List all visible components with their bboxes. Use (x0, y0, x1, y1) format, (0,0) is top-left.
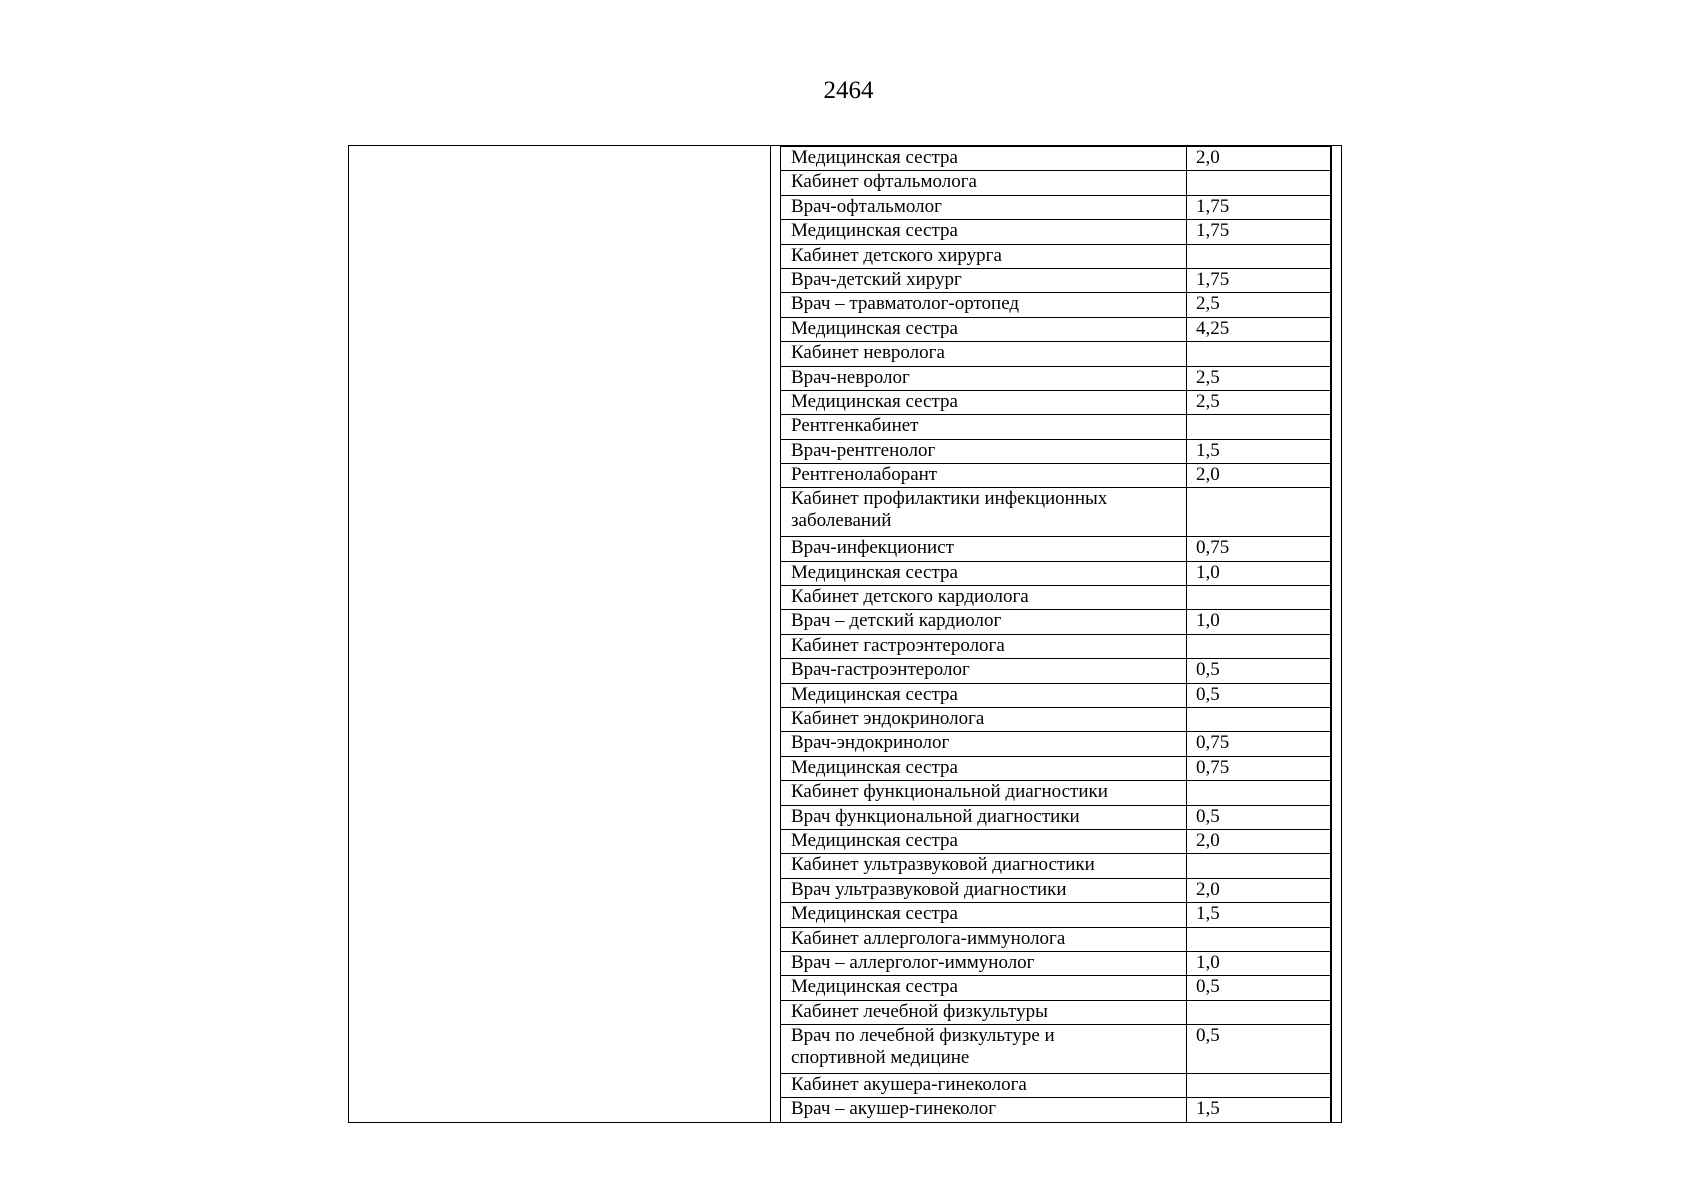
position-name-cell: Кабинет эндокринолога (781, 708, 1187, 732)
position-name-cell: Медицинская сестра (781, 903, 1187, 927)
position-name-cell: Медицинская сестра (781, 561, 1187, 585)
position-name-cell: Врач – акушер-гинеколог (781, 1098, 1187, 1122)
staff-count-cell: 0,5 (1187, 683, 1332, 707)
table-row (781, 1000, 1332, 1024)
table-row (781, 586, 1332, 610)
table-row (781, 147, 1332, 171)
position-name-cell: Рентгенолаборант (781, 464, 1187, 488)
staff-count-cell: 2,5 (1187, 293, 1332, 317)
staff-count-cell: 2,0 (1187, 147, 1332, 171)
position-name-cell: Врач-инфекционист (781, 537, 1187, 561)
table-row (781, 439, 1332, 463)
table-row (781, 464, 1332, 488)
staff-count-cell: 0,75 (1187, 537, 1332, 561)
table-row (781, 878, 1332, 902)
position-name-cell: Кабинет детского кардиолога (781, 586, 1187, 610)
table-row (781, 293, 1332, 317)
staff-count-cell: 2,0 (1187, 464, 1332, 488)
staff-count-cell: 1,75 (1187, 220, 1332, 244)
staff-count-cell: 0,5 (1187, 976, 1332, 1000)
staff-count-cell (1187, 708, 1332, 732)
position-name-cell: Медицинская сестра (781, 317, 1187, 341)
staff-count-cell: 4,25 (1187, 317, 1332, 341)
table-row (781, 195, 1332, 219)
table-row (781, 390, 1332, 414)
table-row (781, 366, 1332, 390)
staff-count-cell: 1,75 (1187, 268, 1332, 292)
table-row (781, 927, 1332, 951)
staff-count-cell: 1,0 (1187, 951, 1332, 975)
position-name-cell: Кабинет гастроэнтеролога (781, 634, 1187, 658)
staff-count-cell: 2,0 (1187, 878, 1332, 902)
table-row (781, 854, 1332, 878)
position-name-cell: Врач – аллерголог-иммунолог (781, 951, 1187, 975)
staff-count-cell (1187, 171, 1332, 195)
staff-count-cell (1187, 415, 1332, 439)
position-name-cell: Врач-рентгенолог (781, 439, 1187, 463)
staff-count-cell: 2,5 (1187, 390, 1332, 414)
table-row (781, 561, 1332, 585)
staff-count-cell (1187, 342, 1332, 366)
position-name-cell: Врач-невролог (781, 366, 1187, 390)
position-name-cell: Кабинет профилактики инфекционных заболеваний (781, 488, 1187, 537)
page-number: 2464 (823, 77, 874, 104)
table-row (781, 805, 1332, 829)
column-divider-left (770, 145, 771, 1123)
table-row (781, 659, 1332, 683)
staffing-table (780, 146, 1332, 1123)
position-name-cell: Кабинет аллерголога-иммунолога (781, 927, 1187, 951)
position-name-cell: Врач ультразвуковой диагностики (781, 878, 1187, 902)
staff-count-cell: 1,5 (1187, 439, 1332, 463)
staff-count-cell (1187, 586, 1332, 610)
staff-count-cell: 1,5 (1187, 1098, 1332, 1122)
staff-count-cell: 0,75 (1187, 756, 1332, 780)
staff-count-cell: 0,5 (1187, 659, 1332, 683)
table-row (781, 634, 1332, 658)
position-name-cell: Медицинская сестра (781, 220, 1187, 244)
staff-count-cell: 1,0 (1187, 561, 1332, 585)
staff-count-cell: 1,75 (1187, 195, 1332, 219)
table-row (781, 732, 1332, 756)
table-row (781, 488, 1332, 537)
staff-count-cell: 1,5 (1187, 903, 1332, 927)
position-name-cell: Медицинская сестра (781, 976, 1187, 1000)
staff-count-cell: 2,0 (1187, 829, 1332, 853)
table-row (781, 1025, 1332, 1074)
table-row (781, 951, 1332, 975)
staff-count-cell: 0,5 (1187, 805, 1332, 829)
staff-count-cell (1187, 781, 1332, 805)
table-row (781, 317, 1332, 341)
position-name-cell: Врач – детский кардиолог (781, 610, 1187, 634)
staff-count-cell: 1,0 (1187, 610, 1332, 634)
table-row (781, 683, 1332, 707)
table-row (781, 610, 1332, 634)
position-name-cell: Кабинет офтальмолога (781, 171, 1187, 195)
table-row (781, 171, 1332, 195)
staff-count-cell (1187, 244, 1332, 268)
table-row (781, 1098, 1332, 1122)
table-row (781, 903, 1332, 927)
table-row (781, 537, 1332, 561)
position-name-cell: Кабинет лечебной физкультуры (781, 1000, 1187, 1024)
table-row (781, 976, 1332, 1000)
table-row (781, 220, 1332, 244)
table-row (781, 244, 1332, 268)
position-name-cell: Врач функциональной диагностики (781, 805, 1187, 829)
staff-count-cell (1187, 634, 1332, 658)
staff-count-cell (1187, 1000, 1332, 1024)
table-row (781, 268, 1332, 292)
staff-count-cell (1187, 927, 1332, 951)
position-name-cell: Врач – травматолог-ортопед (781, 293, 1187, 317)
staff-count-cell (1187, 1073, 1332, 1097)
position-name-cell: Врач-офтальмолог (781, 195, 1187, 219)
position-name-cell: Кабинет акушера-гинеколога (781, 1073, 1187, 1097)
position-name-cell: Кабинет детского хирурга (781, 244, 1187, 268)
position-name-cell: Кабинет функциональной диагностики (781, 781, 1187, 805)
table-row (781, 781, 1332, 805)
staff-count-cell (1187, 488, 1332, 537)
table-row (781, 415, 1332, 439)
position-name-cell: Врач-детский хирург (781, 268, 1187, 292)
position-name-cell: Медицинская сестра (781, 390, 1187, 414)
position-name-cell: Медицинская сестра (781, 147, 1187, 171)
position-name-cell: Врач-эндокринолог (781, 732, 1187, 756)
staffing-table-body (781, 147, 1332, 1123)
table-row (781, 1073, 1332, 1097)
staff-count-cell: 0,5 (1187, 1025, 1332, 1074)
table-row (781, 756, 1332, 780)
position-name-cell: Кабинет ультразвуковой диагностики (781, 854, 1187, 878)
position-name-cell: Рентгенкабинет (781, 415, 1187, 439)
staff-count-cell: 2,5 (1187, 366, 1332, 390)
staff-count-cell (1187, 854, 1332, 878)
position-name-cell: Врач по лечебной физкультуре и спортивной медицине (781, 1025, 1187, 1074)
position-name-cell: Врач-гастроэнтеролог (781, 659, 1187, 683)
staff-count-cell: 0,75 (1187, 732, 1332, 756)
position-name-cell: Медицинская сестра (781, 829, 1187, 853)
table-row (781, 342, 1332, 366)
table-row (781, 708, 1332, 732)
table-row (781, 829, 1332, 853)
position-name-cell: Кабинет невролога (781, 342, 1187, 366)
position-name-cell: Медицинская сестра (781, 683, 1187, 707)
position-name-cell: Медицинская сестра (781, 756, 1187, 780)
